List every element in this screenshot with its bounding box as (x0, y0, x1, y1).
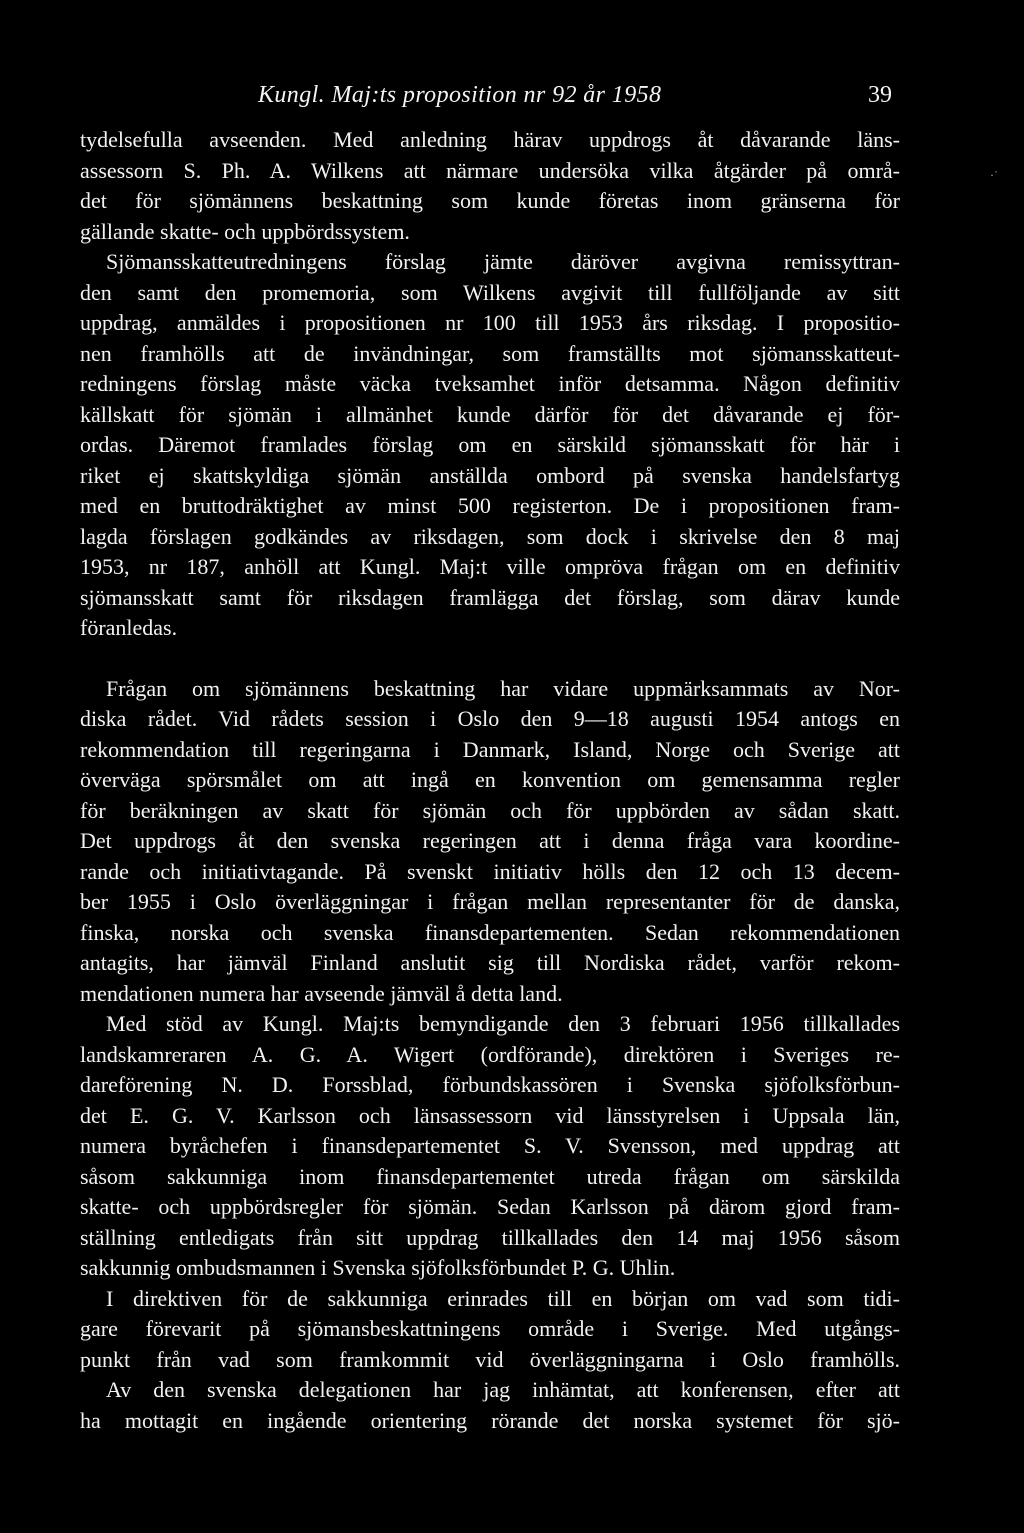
text-line: källskatt för sjömän i allmänhet kunde därför för det dåvarande ej för- (80, 401, 900, 427)
text-line: lagda förslagen godkändes av riksdagen, som dock i skrivelse den 8 maj (80, 523, 900, 549)
text-line: Med stöd av Kungl. Maj:ts bemyndigande den 3 februari 1956 tillkallades (106, 1011, 900, 1036)
text-line: diska rådet. Vid rådets session i Oslo den 9—18 augusti 1954 antogs en (80, 706, 900, 731)
text-line: ställning entledigats från sitt uppdrag tillkallades den 14 maj 1956 såsom (80, 1224, 900, 1250)
text-line: ha mottagit en ingående orientering rörande det norska systemet för sjö- (80, 1407, 900, 1433)
text-line: redningens förslag måste väcka tveksamhet inför detsamma. Någon definitiv (80, 371, 900, 396)
text-line: uppdrag, anmäldes i propositionen nr 100 till 1953 års riksdag. I propositio- (80, 310, 900, 335)
text-line: såsom sakkunniga inom finansdepartementet utreda frågan om särskilda (80, 1163, 900, 1189)
text-line: ber 1955 i Oslo överläggningar i frågan mellan representanter för de danska, (80, 889, 900, 914)
paragraph-gap (80, 644, 900, 674)
text-line: Frågan om sjömännens beskattning har vidare uppmärksammats av Nor- (106, 675, 900, 701)
text-line: rande och initiativtagande. På svenskt initiativ hölls den 12 och 13 decem- (80, 858, 900, 884)
text-line: numera byråchefen i finansdepartementet S. V. Svensson, med uppdrag att (80, 1133, 900, 1158)
text-line: assessorn S. Ph. A. Wilkens att närmare undersöka vilka åtgärder på områ- (80, 157, 900, 183)
text-line: med en bruttodräktighet av minst 500 registerton. De i propositionen fram- (80, 493, 900, 518)
text-line: dareförening N. D. Forssblad, förbundskassören i Svenska sjöfolksförbun- (80, 1072, 900, 1097)
text-line: ordas. Däremot framlades förslag om en särskild sjömansskatt för här i (80, 432, 900, 457)
text-line: skatte- och uppbördsregler för sjömän. Sedan Karlsson på därom gjord fram- (80, 1194, 900, 1219)
text-line: för beräkningen av skatt för sjömän och för uppbörden av sådan skatt. (80, 797, 900, 823)
text-line: Sjömansskatteutredningens förslag jämte däröver avgivna remissyttran- (106, 249, 900, 274)
body-text (80, 125, 900, 1436)
text-line: landskamreraren A. G. A. Wigert (ordförande), direktören i Sveriges re- (80, 1041, 900, 1067)
text-line: föranledas. (80, 615, 178, 640)
text-line: den samt den promemoria, som Wilkens avgivit till fullföljande av sitt (80, 279, 900, 305)
running-header (80, 82, 892, 116)
text-line: I direktiven för de sakkunniga erinrades till en början om vad som tidi- (106, 1285, 900, 1311)
header-title: Kungl. Maj:ts proposition nr 92 år 1958 (258, 82, 662, 108)
text-line: gällande skatte- och uppbördssystem. (80, 218, 410, 244)
text-line: mendationen numera har avseende jämväl å detta land. (80, 980, 563, 1006)
text-line: antagits, har jämväl Finland anslutit sig till Nordiska rådet, varför rekom- (80, 950, 900, 975)
text-line: gare förevarit på sjömansbeskattningens område i Sverige. Med utgångs- (80, 1316, 900, 1341)
text-line: sjömansskatt samt för riksdagen framlägga det förslag, som därav kunde (80, 584, 900, 610)
scan-mark: ·˙ (990, 168, 998, 182)
text-line: nen framhölls att de invändningar, som framställts mot sjömansskatteut- (80, 340, 900, 366)
text-line: finska, norska och svenska finansdepartementen. Sedan rekommendationen (80, 919, 900, 945)
text-line: punkt från vad som framkommit vid överläggningarna i Oslo framhölls. (80, 1346, 900, 1372)
text-line: riket ej skattskyldiga sjömän anställda ombord på svenska handelsfartyg (80, 462, 900, 488)
text-line: sakkunnig ombudsmannen i Svenska sjöfolksförbundet P. G. Uhlin. (80, 1255, 676, 1280)
page-number: 39 (868, 82, 892, 108)
text-line: Av den svenska delegationen har jag inhämtat, att konferensen, efter att (106, 1377, 900, 1402)
text-line: tydelsefulla avseenden. Med anledning härav uppdrogs åt dåvarande läns- (80, 127, 900, 152)
text-line: det för sjömännens beskattning som kunde företas inom gränserna för (80, 188, 900, 213)
text-line: Det uppdrogs åt den svenska regeringen att i denna fråga vara koordine- (80, 828, 900, 853)
text-line: överväga spörsmålet om att ingå en konvention om gemensamma regler (80, 767, 900, 792)
text-line: rekommendation till regeringarna i Danmark, Island, Norge och Sverige att (80, 736, 900, 762)
text-line: 1953, nr 187, anhöll att Kungl. Maj:t ville ompröva frågan om en definitiv (80, 554, 900, 579)
text-line: det E. G. V. Karlsson och länsassessorn vid länsstyrelsen i Uppsala län, (80, 1102, 900, 1128)
